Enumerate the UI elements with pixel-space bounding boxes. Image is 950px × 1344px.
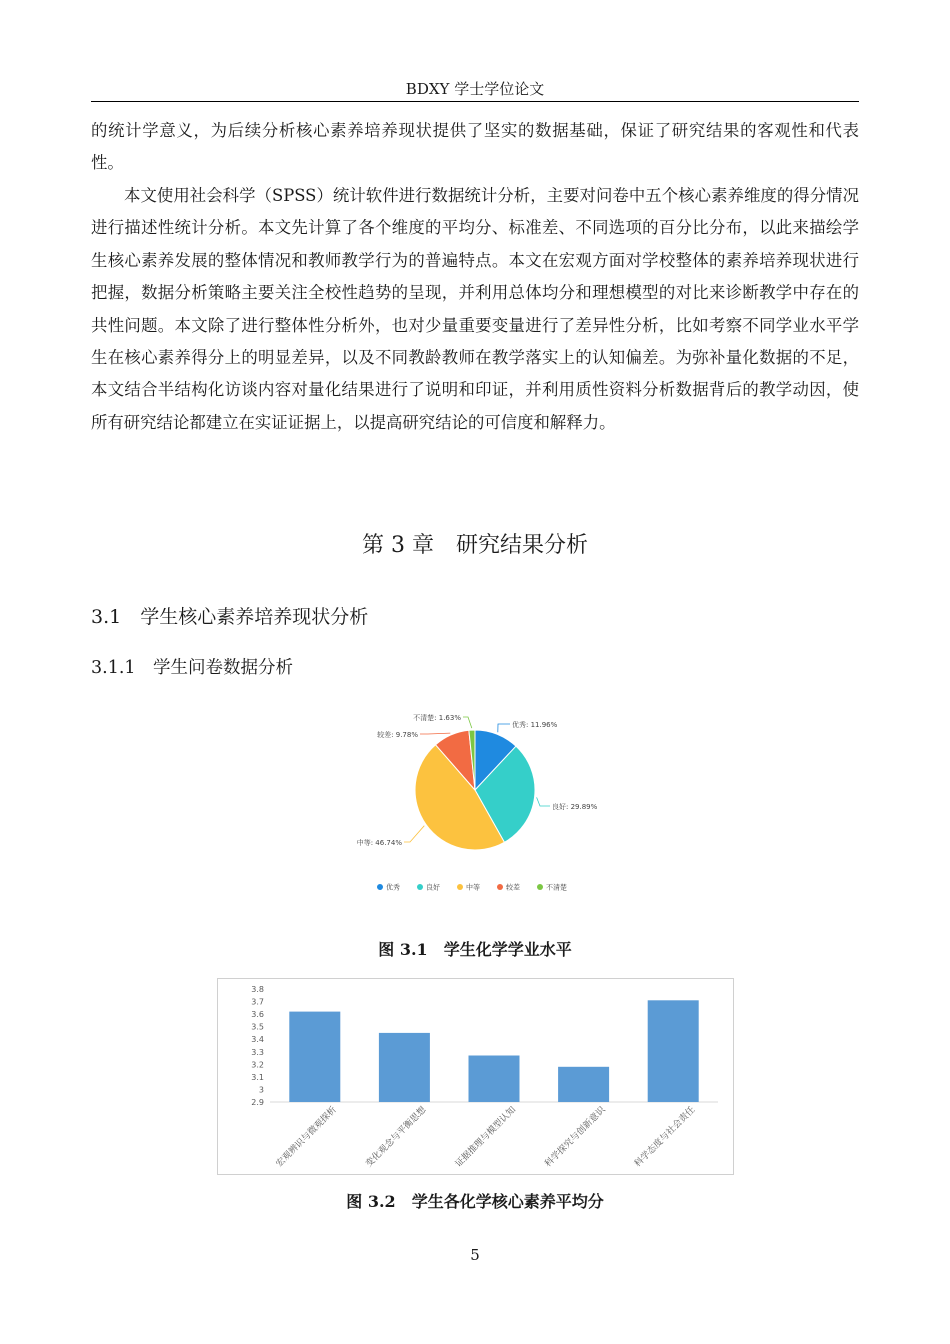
chapter-title: 第 3 章 研究结果分析 [362,533,588,558]
y-tick-label-5: 3.4 [251,1035,264,1045]
pie-leader-line-4 [463,717,472,728]
x-category-label-0: 宏观辨识与微观探析 [274,1105,339,1170]
y-tick-label-0: 2.9 [251,1098,264,1107]
legend-marker-1 [417,884,423,890]
y-tick-label-1: 3 [258,1085,264,1095]
pie-slice-label-1: 良好: 29.89% [552,803,598,811]
legend-marker-2 [457,884,463,890]
y-tick-label-9: 3.8 [251,985,264,994]
y-tick-label-7: 3.6 [251,1010,264,1020]
bar-chart-frame [217,978,734,1175]
y-tick-label-4: 3.3 [251,1047,264,1057]
bar-1 [379,1033,430,1102]
figure-caption-1: 图 3.1 学生化学学业水平 [378,940,572,959]
bar-3 [558,1067,609,1102]
pie-leader-line-0 [498,724,510,732]
y-tick-label-2: 3.1 [251,1072,264,1082]
x-category-label-2: 证据推理与模型认知 [453,1105,519,1170]
y-tick-label-3: 3.2 [251,1060,264,1070]
page-number: 5 [470,1246,480,1264]
pie-slice-label-0: 优秀: 11.96% [512,721,558,729]
pie-slice-label-4: 不清楚: 1.63% [413,714,461,722]
bar-4 [648,1000,699,1102]
paragraph-2: 本文使用社会科学（SPSS）统计软件进行数据统计分析，主要对问卷中五个核心素养维度的得分情况进行描述性统计分析。本文先计算了各个维度的平均分、标准差、不同选项的百分比分布，以此来描绘学生核心素养发展的整体情况和教师教学行为的普遍特点。本文在宏观方面对学校整体的素养培养现状进行把握，数据分析策略主要关注全校性趋势的呈现，并利用总体均分和理想模型的对比来诊断教学中存在的共性问题。本文除了进行整体性分析外，也对少量重要变量进行了差异性分析，比如考察不同学业水平学生在核心素养得分上的明显差异，以及不同教龄教师在教学落实上的认知偏差。为弥补量化数据的不足，本文结合半结构化访谈内容对量化结果进行了说明和印证，并利用质性资料分析数据背后的教学动因，使所有研究结论都建立在实证证据上，以提高研究结论的可信度和解释力。 [91,186,859,432]
legend-label-1: 良好 [426,883,440,892]
pie-slice-label-3: 较差: 9.78% [377,731,418,739]
header-rule [91,101,859,102]
section-heading: 3.1 学生核心素养培养现状分析 [91,606,369,628]
legend-label-0: 优秀 [386,883,400,892]
figure-caption-2: 图 3.2 学生各化学核心素养平均分 [346,1192,604,1211]
y-tick-label-8: 3.7 [251,997,264,1007]
pie-slice-label-2: 中等: 46.74% [356,839,402,847]
legend-marker-0 [377,884,383,890]
running-header: BDXY 学士学位论文 [405,80,545,98]
x-category-label-4: 科学态度与社会责任 [632,1105,698,1170]
pie-leader-line-3 [420,733,450,734]
pie-leader-line-1 [537,797,550,806]
pie-leader-line-2 [404,826,424,842]
y-tick-label-6: 3.5 [251,1022,264,1032]
legend-label-3: 较差 [506,883,520,892]
paragraph-1: 的统计学意义，为后续分析核心素养培养现状提供了坚实的数据基础，保证了研究结果的客观性和代表性。 [91,121,859,173]
legend-marker-4 [537,884,543,890]
bar-chart [218,979,733,1174]
x-category-label-3: 科学探究与创新意识 [543,1105,608,1170]
bar-2 [469,1056,520,1103]
legend-label-4: 不清楚 [546,883,567,892]
x-category-label-1: 变化观念与平衡思想 [364,1105,429,1170]
bar-0 [289,1012,340,1102]
pie-chart [340,700,620,900]
legend-label-2: 中等 [466,883,480,892]
legend-marker-3 [497,884,503,890]
subsection-heading: 3.1.1 学生问卷数据分析 [91,658,294,678]
